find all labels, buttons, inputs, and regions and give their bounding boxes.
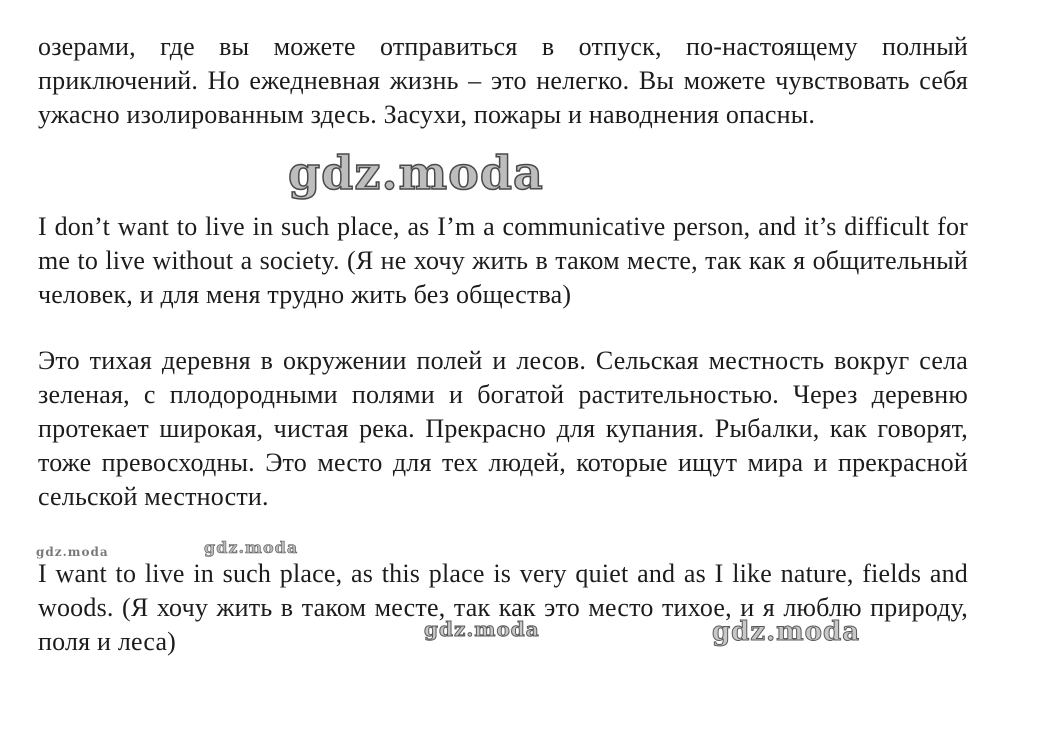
- paragraph-4: I want to live in such place, as this place is very quiet and as I like nature, fields and woods. (Я хочу жить в таком месте, так как это место тихое, и я люблю природу, поля и леса): [38, 559, 968, 656]
- watermark-small-mid: gdz.moda: [204, 538, 299, 557]
- watermark-small-left: gdz.moda: [36, 545, 109, 559]
- watermark-mid-2: gdz.moda: [712, 617, 861, 647]
- paragraph-2: I don’t want to live in such place, as I’m a communicative person, and it’s difficult for me to live without a society. (Я не хочу жить в таком месте, так как я общительный человек, и для меня трудно жить без общества): [38, 212, 968, 309]
- watermark-mid-1: gdz.moda: [424, 617, 540, 641]
- paragraph-3: Это тихая деревня в окружении полей и лесов. Сельская местность вокруг села зеленая, с плодородными полями и богатой растительностью. Через деревню протекает широкая, чистая река. Прекрасно для купания. Рыбалки, как говорят, тоже превосходны. Это место для тех людей, которые ищут мира и прекрасной сельской местности.: [38, 346, 968, 511]
- paragraph-1: озерами, где вы можете отправиться в отпуск, по-настоящему полный приключений. Но ежедневная жизнь – это нелегко. Вы можете чувствовать себя ужасно изолированным здесь. Засухи, пожары и наводнения опасны.: [38, 32, 968, 129]
- watermark-large: gdz.moda: [288, 146, 544, 200]
